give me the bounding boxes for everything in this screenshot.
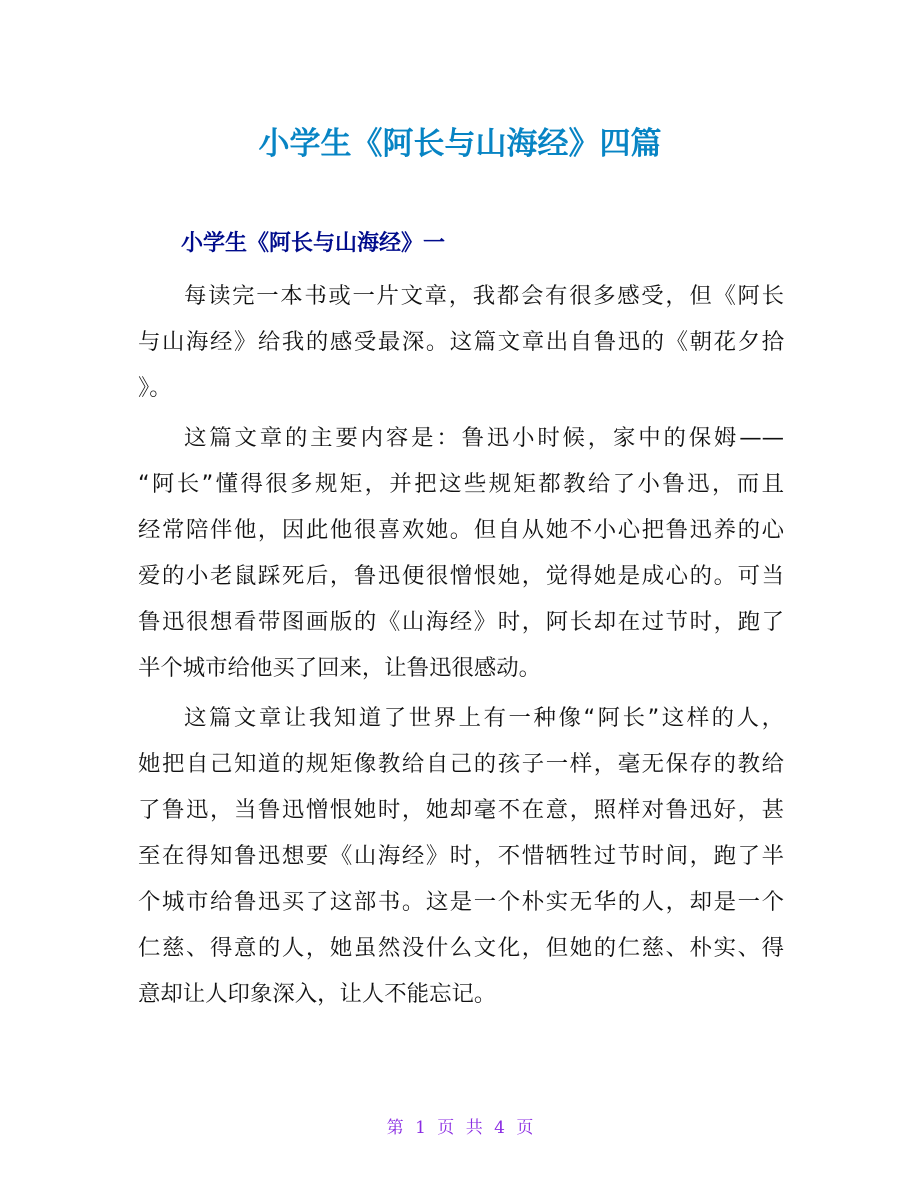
paragraph-line: 个城市给鲁迅买了这部书。这是一个朴实无华的人，却是一个 bbox=[138, 889, 784, 915]
paragraph-line: 意却让人印象深入，让人不能忘记。 bbox=[138, 981, 497, 1007]
section-title: 小学生《阿长与山海经》一 bbox=[181, 231, 446, 256]
paragraph-line: 与山海经》给我的感受最深。这篇文章出自鲁迅的《朝花夕拾 bbox=[138, 329, 784, 355]
paragraph-line: 爱的小老鼠踩死后，鲁迅便很憎恨她，觉得她是成心的。可当 bbox=[138, 563, 784, 589]
paragraph-line: 仁慈、得意的人，她虽然没什么文化，但她的仁慈、朴实、得 bbox=[138, 935, 784, 961]
paragraph-line: 鲁迅很想看带图画版的《山海经》时，阿长却在过节时，跑了 bbox=[138, 609, 784, 635]
paragraph-line: 至在得知鲁迅想要《山海经》时，不惜牺牲过节时间，跑了半 bbox=[138, 843, 784, 869]
paragraph-line: 她把自己知道的规矩像教给自己的孩子一样，毫无保存的教给 bbox=[138, 751, 784, 777]
paragraph-line: 了鲁迅，当鲁迅憎恨她时，她却毫不在意，照样对鲁迅好，甚 bbox=[138, 797, 784, 823]
page-footer: 第 1 页 共 4 页 bbox=[386, 1118, 534, 1138]
paragraph-line: “阿长”懂得很多规矩，并把这些规矩都教给了小鲁迅，而且 bbox=[138, 471, 784, 497]
paragraph-line: 这篇文章的主要内容是：鲁迅小时候，家中的保姆—— bbox=[184, 425, 784, 451]
paragraph-line: 》。 bbox=[138, 375, 172, 401]
paragraph-line: 这篇文章让我知道了世界上有一种像“阿长”这样的人， bbox=[184, 705, 784, 731]
paragraph-line: 经常陪伴他，因此他很喜欢她。但自从她不小心把鲁迅养的心 bbox=[138, 517, 784, 543]
paragraph-line: 半个城市给他买了回来，让鲁迅很感动。 bbox=[138, 655, 542, 681]
document-title: 小学生《阿长与山海经》四篇 bbox=[258, 126, 662, 162]
paragraph-line: 每读完一本书或一片文章，我都会有很多感受，但《阿长 bbox=[184, 283, 784, 309]
